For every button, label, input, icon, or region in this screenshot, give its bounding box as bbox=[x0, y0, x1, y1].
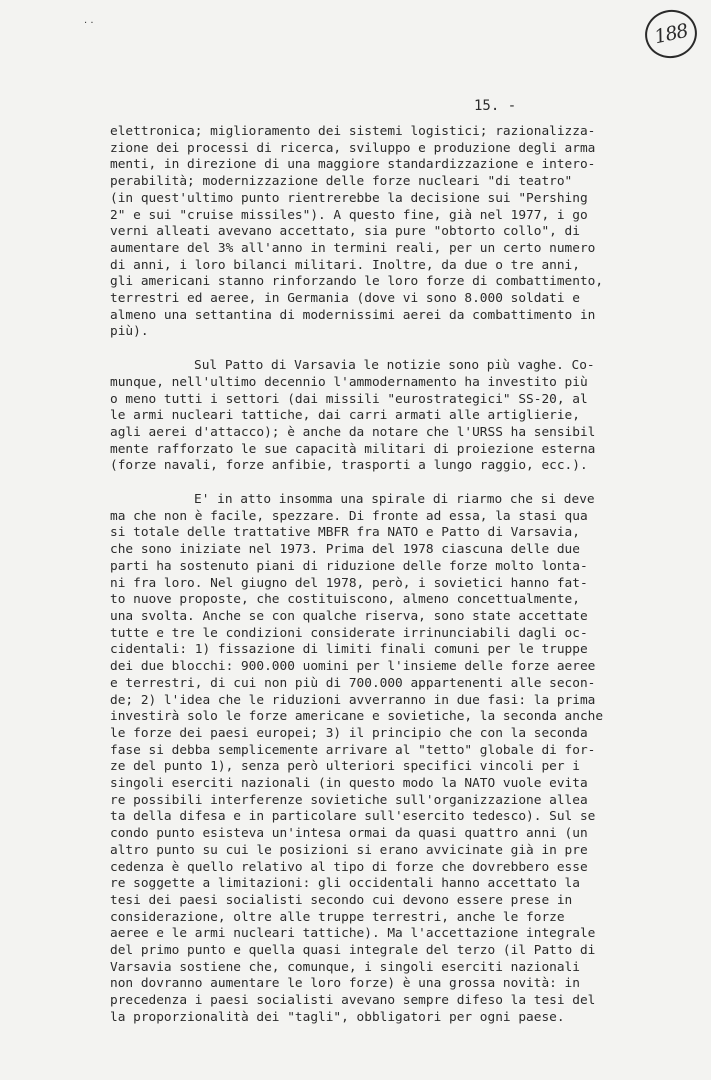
text-line: cedenza è quello relativo al tipo di forze che dovrebbero esse bbox=[110, 859, 588, 875]
text-line: considerazione, oltre alle truppe terrestri, anche le forze bbox=[110, 909, 565, 925]
text-line: Varsavia sostiene che, comunque, i singoli eserciti nazionali bbox=[110, 959, 580, 975]
text-line: munque, nell'ultimo decennio l'ammodernamento ha investito più bbox=[110, 374, 588, 390]
text-line: non dovranno aumentare le loro forze) è una grossa novità: in bbox=[110, 976, 580, 992]
text-line: menti, in direzione di una maggiore standardizzazione e intero- bbox=[110, 157, 596, 173]
text-line: ma che non è facile, spezzare. Di fronte ad essa, la stasi qua bbox=[110, 508, 588, 524]
text-line: terrestri ed aeree, in Germania (dove vi sono 8.000 soldati e bbox=[110, 291, 580, 307]
text-line: perabilità; modernizzazione delle forze nucleari "di teatro" bbox=[110, 174, 573, 190]
body-text bbox=[110, 124, 670, 1027]
text-line: (in quest'ultimo punto rientrerebbe la decisione sui "Pershing bbox=[110, 190, 588, 206]
text-line: che sono iniziate nel 1973. Prima del 1978 ciascuna delle due bbox=[110, 542, 580, 558]
text-line: gli americani stanno rinforzando le loro forze di combattimento, bbox=[110, 274, 604, 290]
text-line: precedenza i paesi socialisti avevano sempre difeso la tesi del bbox=[110, 993, 596, 1009]
text-line: e terrestri, di cui non più di 700.000 appartenenti alle secon- bbox=[110, 675, 596, 691]
page-stamp-number: 188 bbox=[652, 19, 690, 49]
text-line: ni fra loro. Nel giugno del 1978, però, i sovietici hanno fat- bbox=[110, 575, 588, 591]
text-line: cidentali: 1) fissazione di limiti finali comuni per le truppe bbox=[110, 642, 588, 658]
text-line: condo punto esisteva un'intesa ormai da quasi quattro anni (un bbox=[110, 826, 588, 842]
margin-marks: · · bbox=[84, 18, 94, 29]
text-line: elettronica; miglioramento dei sistemi logistici; razionalizza- bbox=[110, 124, 596, 139]
text-line: verni alleati avevano accettato, sia pure "obtorto collo", di bbox=[110, 224, 580, 240]
text-line: E' in atto insomma una spirale di riarmo che si deve bbox=[194, 492, 595, 508]
text-line: si totale delle trattative MBFR fra NATO e Patto di Varsavia, bbox=[110, 525, 580, 541]
text-line: Sul Patto di Varsavia le notizie sono più vaghe. Co- bbox=[194, 358, 595, 374]
page-number: 15. - bbox=[474, 98, 517, 114]
text-line: tesi dei paesi socialisti secondo cui devono essere prese in bbox=[110, 892, 573, 908]
text-line: mente rafforzato le sue capacità militari di proiezione esterna bbox=[110, 441, 596, 457]
text-line: le armi nucleari tattiche, dai carri armati alle artiglierie, bbox=[110, 408, 580, 424]
text-line: agli aerei d'attacco); è anche da notare che l'URSS ha sensibil bbox=[110, 424, 596, 440]
text-line: di anni, i loro bilanci militari. Inoltre, da due o tre anni, bbox=[110, 257, 580, 273]
text-line: singoli eserciti nazionali (in questo modo la NATO vuole evita bbox=[110, 776, 588, 792]
text-line: fase si debba semplicemente arrivare al "tetto" globale di for- bbox=[110, 742, 596, 758]
text-line: de; 2) l'idea che le riduzioni avverranno in due fasi: la prima bbox=[110, 692, 596, 708]
text-line: investirà solo le forze americane e sovietiche, la seconda anche bbox=[110, 709, 604, 725]
text-line: tutte e tre le condizioni considerate irrinunciabili dagli oc- bbox=[110, 625, 588, 641]
page-stamp bbox=[641, 5, 702, 63]
text-line: aeree e le armi nucleari tattiche). Ma l'accettazione integrale bbox=[110, 926, 596, 942]
text-line: le forze dei paesi europei; 3) il principio che con la seconda bbox=[110, 725, 588, 741]
text-line: re soggette a limitazioni: gli occidentali hanno accettato la bbox=[110, 876, 580, 892]
text-line: una svolta. Anche se con qualche riserva, sono state accettate bbox=[110, 608, 588, 624]
text-line: la proporzionalità dei "tagli", obbligatori per ogni paese. bbox=[110, 1009, 565, 1025]
text-line: altro punto su cui le posizioni si erano avvicinate già in pre bbox=[110, 842, 588, 858]
text-line: (forze navali, forze anfibie, trasporti a lungo raggio, ecc.). bbox=[110, 458, 588, 474]
text-line: 2" e sui "cruise missiles"). A questo fine, già nel 1977, i go bbox=[110, 207, 588, 223]
text-line: re possibili interferenze sovietiche sull'organizzazione allea bbox=[110, 792, 588, 808]
text-line: parti ha sostenuto piani di riduzione delle forze molto lonta- bbox=[110, 558, 588, 574]
text-line: ze del punto 1), senza però ulteriori specifici vincoli per i bbox=[110, 759, 580, 775]
text-line: almeno una settantina di modernissimi aerei da combattimento in bbox=[110, 307, 596, 323]
text-line: to nuove proposte, che costituiscono, almeno concettualmente, bbox=[110, 592, 580, 608]
text-line: più). bbox=[110, 324, 149, 340]
text-line: del primo punto e quella quasi integrale del terzo (il Patto di bbox=[110, 943, 596, 959]
text-line: dei due blocchi: 900.000 uomini per l'insieme delle forze aeree bbox=[110, 659, 596, 675]
text-line: o meno tutti i settori (dai missili "eurostrategici" SS-20, al bbox=[110, 391, 588, 407]
text-line: aumentare del 3% all'anno in termini reali, per un certo numero bbox=[110, 240, 596, 256]
text-line: ta della difesa e in particolare sull'esercito tedesco). Sul se bbox=[110, 809, 596, 825]
text-line: zione dei processi di ricerca, sviluppo e produzione degli arma bbox=[110, 140, 596, 156]
